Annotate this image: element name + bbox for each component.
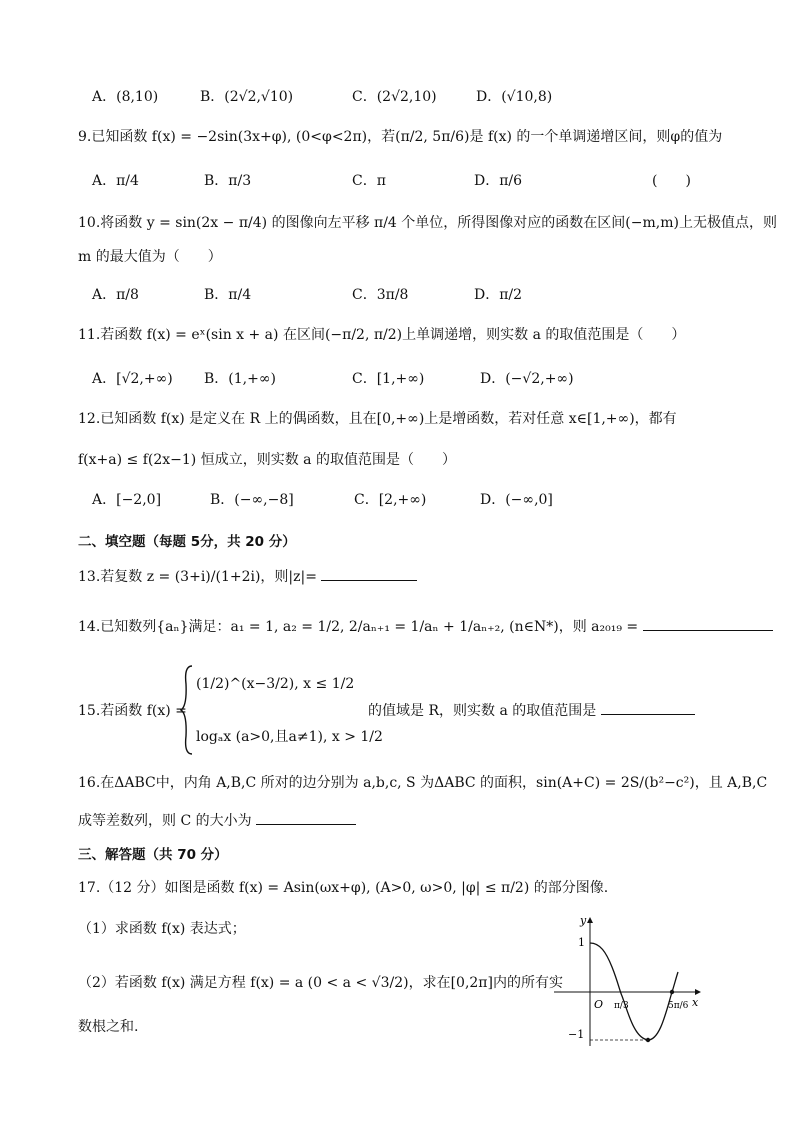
q16-answer-blank[interactable]	[256, 810, 356, 825]
zero-point	[670, 990, 674, 994]
q13-stem: 13.若复数 z = (3+i)/(1+2i)，则|z|=	[78, 569, 317, 585]
q8-option-c: C．(2√2,10)	[352, 89, 437, 105]
q15-tail	[368, 700, 695, 720]
q12-stem-line1: 12.已知函数 f(x) 是定义在 R 上的偶函数，且在[0,+∞)上是增函数，若对任意 x∈[1,+∞)，都有	[78, 411, 677, 427]
q11-option-c: C．[1,+∞)	[352, 371, 425, 387]
q17-part1: （1）求函数 f(x) 表达式；	[78, 921, 246, 937]
q12-option-d: D．(−∞,0]	[480, 492, 553, 508]
q12-option-c: C．[2,+∞)	[354, 492, 427, 508]
q15-prefix: 15.若函数 f(x) =	[78, 703, 187, 719]
q14	[78, 616, 773, 638]
section-solution-title: 三、解答题（共 70 分）	[78, 847, 228, 863]
q13	[78, 566, 417, 588]
q16-line2-row	[78, 810, 356, 832]
q8-option-d: D．(√10,8)	[476, 89, 553, 105]
q12-option-a: A．[−2,0]	[92, 492, 162, 508]
q15-case1: (1/2)^(x−3/2), x ≤ 1/2	[196, 676, 355, 692]
q16-line1: 16.在ΔABC中，内角 A,B,C 所对的边分别为 a,b,c, S 为ΔABC 的面积，sin(A+C) = 2S/(b²−c²)，且 A,B,C	[78, 775, 768, 791]
q9-stem: 9.已知函数 f(x) = −2sin(3x+φ), (0<φ<2π)，若(π/2, 5π/6)是 f(x) 的一个单调递增区间，则φ的值为	[78, 129, 723, 145]
q16-line2: 成等差数列，则 C 的大小为	[78, 813, 252, 829]
x-axis-label: x	[692, 996, 699, 1009]
y-tick-1: 1	[578, 936, 585, 949]
q14-stem: 14.已知数列{aₙ}满足：a₁ = 1, a₂ = 1/2, 2/aₙ₊₁ = 1/aₙ + 1/aₙ₊₂, (n∈N*)，则 a₂₀₁₉ =	[78, 619, 639, 635]
q9-option-c: C．π	[352, 173, 386, 189]
q14-answer-blank[interactable]	[643, 616, 773, 631]
q17-part2-cont: 数根之和.	[78, 1019, 139, 1035]
q8-option-a: A．(8,10)	[92, 89, 159, 105]
q11-stem: 11.若函数 f(x) = eˣ(sin x + a) 在区间(−π/2, π/2)上单调递增，则实数 a 的取值范围是（ ）	[78, 327, 686, 343]
q10-option-a: A．π/8	[92, 287, 139, 303]
q17-part2: （2）若函数 f(x) 满足方程 f(x) = a (0 < a < √3/2)，求在[0,2π]内的所有实	[78, 975, 563, 991]
q10-stem-line1: 10.将函数 y = sin(2x − π/4) 的图像向左平移 π/4 个单位，所得图像对应的函数在区间(−m,m)上无极值点，则	[78, 215, 777, 231]
q15-case2: logₐx (a>0,且a≠1), x > 1/2	[196, 729, 383, 745]
q12-stem-line2: f(x+a) ≤ f(2x−1) 恒成立，则实数 a 的取值范围是（ ）	[78, 452, 456, 468]
y-axis-label: y	[580, 914, 587, 927]
q15-answer-blank[interactable]	[601, 700, 695, 715]
q9-answer-paren: ( )	[652, 173, 691, 189]
q9-option-a: A．π/4	[92, 173, 139, 189]
x-tick-5pi-6: 5π/6	[668, 1001, 689, 1011]
origin-label: O	[594, 998, 604, 1011]
q10-option-c: C．3π/8	[352, 287, 409, 303]
q11-option-d: D．(−√2,+∞)	[480, 371, 574, 387]
section-fill-in-title: 二、填空题（每题 5分，共 20 分）	[78, 534, 296, 550]
x-tick-pi-3: π/3	[614, 1001, 629, 1011]
q17-stem: 17.（12 分）如图是函数 f(x) = Asin(ωx+φ), (A>0, ω>0, |φ| ≤ π/2) 的部分图像.	[78, 880, 609, 896]
q15-suffix: 的值域是 R，则实数 a 的取值范围是	[368, 703, 597, 719]
q10-stem-line2: m 的最大值为（ ）	[78, 249, 222, 265]
q13-answer-blank[interactable]	[321, 566, 417, 581]
q9-option-d: D．π/6	[474, 173, 523, 189]
q11-option-b: B．(1,+∞)	[204, 371, 276, 387]
y-tick-minus-1: −1	[568, 1028, 585, 1041]
q10-option-b: B．π/4	[204, 287, 252, 303]
q8-option-b: B．(2√2,√10)	[200, 89, 294, 105]
q11-option-a: A．[√2,+∞)	[92, 371, 173, 387]
sine-graph-figure	[548, 912, 708, 1052]
q10-option-d: D．π/2	[474, 287, 523, 303]
q12-option-b: B．(−∞,−8]	[210, 492, 294, 508]
minimum-point	[646, 1038, 650, 1042]
q9-option-b: B．π/3	[204, 173, 252, 189]
q15-left-brace	[180, 664, 194, 756]
